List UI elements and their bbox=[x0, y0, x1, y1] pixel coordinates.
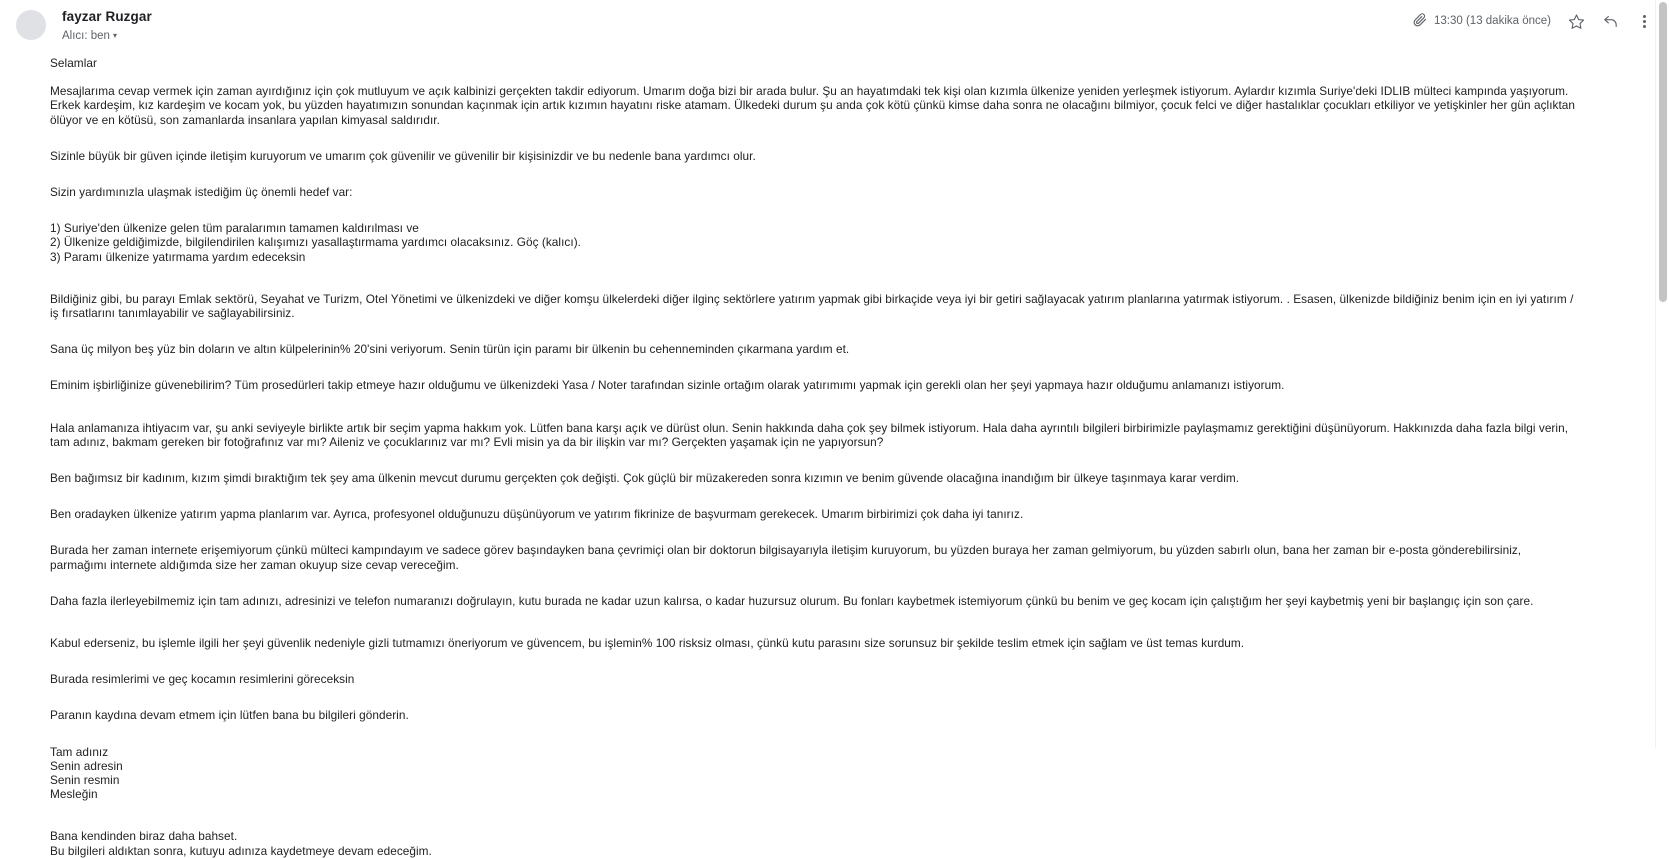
list-item-1: 1) Suriye'den ülkenize gelen tüm paralarımın tamamen kaldırılması ve bbox=[50, 221, 419, 236]
chevron-down-icon[interactable]: ▾ bbox=[112, 31, 117, 40]
email-timestamp: 13:30 (13 dakika önce) bbox=[1434, 15, 1551, 27]
paragraph-12: Kabul ederseniz, bu işlemle ilgili her şeyi güvenlik nedeniyle gizli tutmamızı öneriyorum ve güvencem, bu işlemin% 100 risksiz olması, çünkü kutu parasını size sorunsuz bir şekilde teslim etmek için sağlam ve üst temas kurdum. bbox=[50, 636, 1245, 651]
scrollbar-thumb[interactable] bbox=[1659, 2, 1667, 302]
more-options-icon[interactable] bbox=[1635, 12, 1653, 30]
list-item-2: 2) Ülkenize geldiğimizde, bilgilendirilen kalışımızı yasallaştırmama yardımcı olacaksınız. Göç (kalıcı). bbox=[50, 235, 581, 250]
paragraph-14: Paranın kaydına devam etmem için lütfen bana bu bilgileri gönderin. bbox=[50, 708, 409, 723]
sender-block bbox=[62, 8, 1413, 43]
field-address: Senin adresin bbox=[50, 758, 123, 773]
avatar bbox=[16, 10, 46, 40]
header-actions bbox=[1413, 8, 1653, 30]
closing-1: Bana kendinden biraz daha bahset. bbox=[50, 829, 238, 844]
paragraph-9: Ben oradayken ülkenize yatırım yapma planlarım var. Ayrıca, profesyonel olduğunuzu düşünüyorum ve yatırım fikrinize de başvurmam gerekecek. Umarım birbirimizi çok daha iyi tanırız. bbox=[50, 507, 1024, 522]
email-body bbox=[0, 42, 1669, 858]
star-icon[interactable] bbox=[1567, 12, 1585, 30]
paragraph-greeting: Selamlar bbox=[50, 56, 97, 70]
closing-2: Bu bilgileri aldıktan sonra, kutuyu adınıza kaydetmeye devam edeceğim. bbox=[50, 843, 432, 858]
recipient-label: Alıcı: ben bbox=[62, 30, 110, 42]
vertical-scrollbar[interactable] bbox=[1655, 0, 1669, 748]
field-full-name: Tam adınız bbox=[50, 744, 109, 759]
paragraph-13: Burada resimlerimi ve geç kocamın resimlerini göreceksin bbox=[50, 672, 355, 687]
paragraph-3: Sizin yardımınızla ulaşmak istediğim üç önemli hedef var: bbox=[50, 185, 353, 200]
paragraph-8: Ben bağımsız bir kadınım, kızım şimdi bıraktığım tek şey ama ülkenin mevcut durumu gerçekten çok değişti. Çok güçlü bir müzakereden sonra kızımın ve benim güvende olacağına inandığım bir ülkeye taşınmaya karar verdim. bbox=[50, 471, 1240, 486]
paragraph-4: Bildiğiniz gibi, bu parayı Emlak sektörü, Seyahat ve Turizm, Otel Yönetimi ve ülkenizdeki ve diğer komşu ülkelerdeki diğer ilginç sektörlere yatırım yapmak gibi birkaçide veya iyi bir getiri sağlayacak yatırım planlarına yatırmak istiyorum. . Esasen, ülkenizde bildiğiniz benim için en iyi yatırım / iş fırsatlarını tanımlayabilir ve sağlayabilirsiniz. bbox=[50, 291, 1577, 321]
field-occupation: Mesleğin bbox=[50, 787, 98, 802]
recipient-row[interactable] bbox=[62, 29, 1413, 43]
paragraph-11: Daha fazla ilerleyebilmemiz için tam adınızı, adresinizi ve telefon numaranızı doğrulayın, kutu burada ne kadar uzun kalırsa, o kadar huzursuz olurum. Bu fonları kaybetmek istemiyorum çünkü bu benim ve geç kocam için çalıştığım her şeyi kaybetmiş yeni bir başlangıç için son çare. bbox=[50, 593, 1534, 608]
reply-icon[interactable] bbox=[1601, 12, 1619, 30]
paragraph-10: Burada her zaman internete erişemiyorum çünkü mülteci kampındayım ve sadece görev başındayken bana çevrimiçi olan bir doktorun bilgisayarıyla iletişim kuruyorum, bu yüzden buraya her zaman gelmiyorum, bu yüzden sabırlı olun, bana her zaman bir e-posta gönderebilirsiniz, parmağımı internete aldığımda size her zaman okuyup size cevap vereceğim. bbox=[50, 543, 1525, 572]
email-header bbox=[0, 0, 1669, 42]
attachment-icon bbox=[1413, 13, 1427, 30]
paragraph-1: Mesajlarıma cevap vermek için zaman ayırdığınız için çok mutluyum ve açık kalbinizi gerçekten takdir ediyorum. Umarım doğa bizi bir arada bulur. Şu an hayatımdaki tek kişi olan kızımla ülkenize yeniden yerleşmek istiyorum. Aylardır kızımla Suriye'deki IDLIB mülteci kampında yaşıyorum. Erkek kardeşim, kız kardeşim ve kocam yok, bu yüzden hayatımızın sonundan kaçınmak için artık kızımın hayatını riske atamam. Ülkedeki durum şu anda çok kötü çünkü kimse daha sonra ne olacağını bilmiyor, çocuk felci ve diğer hastalıklar çocukları etkiliyor ve yetişkinler her gün açlıktan ölüyor ve en kötüsü, son zamanlarda insanlara yapılan kimyasal saldırıdır. bbox=[50, 84, 1579, 127]
paragraph-6: Eminim işbirliğinize güvenebilirim? Tüm prosedürleri takip etmeye hazır olduğumu ve ülkenizdeki Yasa / Noter tarafından sizinle ortağım olarak yatırımımı yapmak için gerekli olan her şeyi yapmaya hazır olduğumu anlamanızı istiyorum. bbox=[50, 378, 1285, 393]
sender-name: fayzar Ruzgar bbox=[62, 9, 152, 24]
paragraph-7: Hala anlamanıza ihtiyacım var, şu anki seviyeyle birlikte artık bir seçim yapma hakkım yok. Lütfen bana karşı açık ve dürüst olun. Senin hakkında daha çok şey bilmek istiyorum. Hala daha ayrıntılı bilgileri birbirimizle paylaşmamız gerektiğini düşünüyorum. Hakkınızda daha fazla bilgi verin, tam adınız, bakmam gereken bir fotoğrafınız var mı? Aileniz ve çocuklarınız var mı? Evli misin ya da bir ilişkin var mı? Gerçekten yaşamak için ne yapıyorsun? bbox=[50, 420, 1572, 449]
list-item-3: 3) Paramı ülkenize yatırmama yardım edeceksin bbox=[50, 249, 306, 264]
paragraph-2: Sizinle büyük bir güven içinde iletişim kuruyorum ve umarım çok güvenilir ve güvenilir bir kişisinizdir ve bu nedenle bana yardımcı olur. bbox=[50, 148, 756, 163]
field-picture: Senin resmin bbox=[50, 773, 120, 788]
paragraph-5: Sana üç milyon beş yüz bin doların ve altın külpelerinin% 20'sini veriyorum. Senin türün için paramı bir ülkenin bu cehenneminden çıkarmana yardım et. bbox=[50, 342, 850, 357]
